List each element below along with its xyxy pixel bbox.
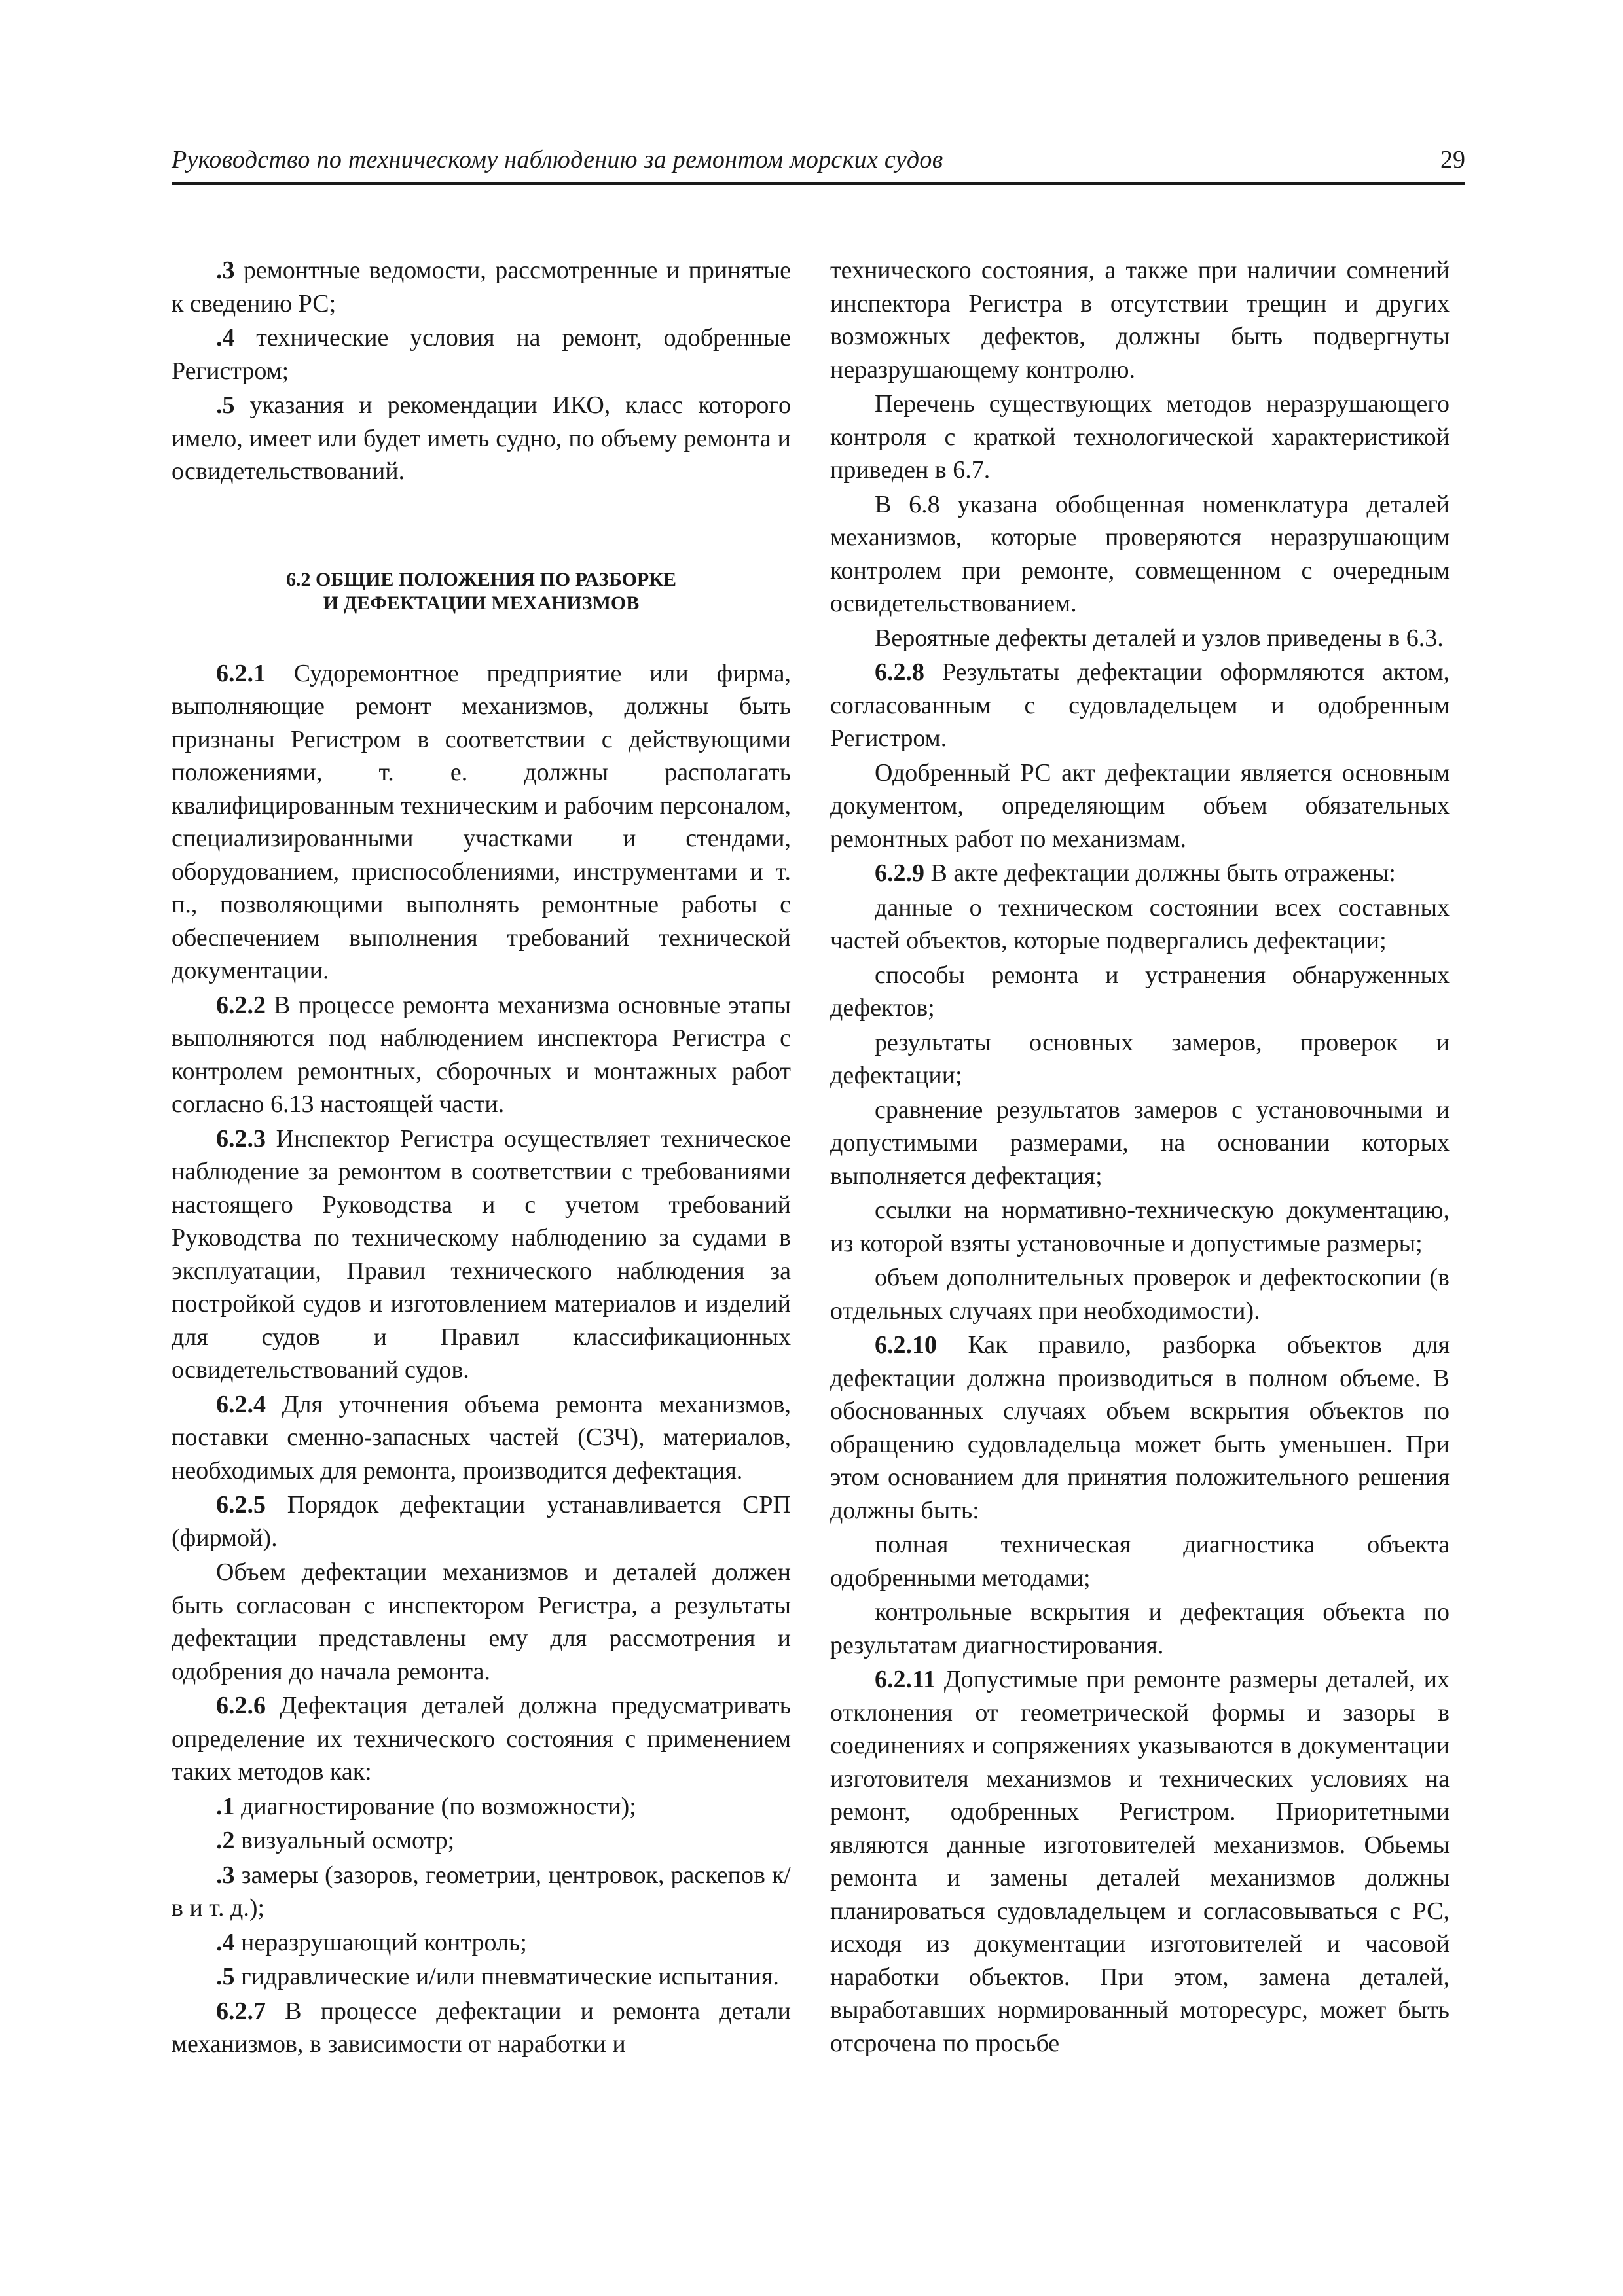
page-number: 29 (1440, 146, 1465, 173)
clause-number: 6.2.4 (216, 1390, 266, 1418)
paragraph-text: Инспектор Регистра осуществляет техническое наблюдение за ремонтом в соответствии с требованиями настоящего Руководства и с учетом требований Руководства по техническому наблюдению за судами в эксплуатации, Правил технического наблюдения за постройкой судов и изготовлением материалов и изделий для судов и Правил классификационных освидетельствований судов. (172, 1124, 791, 1384)
paragraph (172, 389, 791, 488)
paragraph (830, 1194, 1450, 1260)
paragraph (830, 1261, 1450, 1327)
running-header (172, 143, 1465, 185)
paragraph-text: полная техническая диагностика объекта одобренными методами; (830, 1531, 1450, 1592)
paragraph (172, 1960, 791, 1994)
paragraph-text: Дефектация деталей должна предусматривать определение их технического состояния с применением таких методов как: (172, 1692, 791, 1785)
clause-number: 6.2.3 (216, 1124, 266, 1153)
paragraph-text: В процессе дефектации и ремонта детали механизмов, в зависимости от наработки и (172, 1997, 791, 2058)
clause-number: 6.2.6 (216, 1692, 266, 1719)
clause-number: 6.2.11 (875, 1666, 936, 1693)
paragraph-text: Для уточнения объема ремонта механизмов, поставки сменно-запасных частей (СЗЧ), материалов, необходимых для ремонта, производится дефектация. (172, 1390, 791, 1484)
paragraph (172, 1824, 791, 1857)
paragraph (172, 1926, 791, 1960)
paragraph-text: диагностирование (по возможности); (234, 1792, 636, 1820)
paragraph-text: визуальный осмотр; (234, 1827, 455, 1854)
paragraph-text: Допустимые при ремонте размеры деталей, их отклонения от геометрической формы и зазоры в соединениях и сопряжениях указываются в документации изготовителя механизмов и технических условиях на ремонт, одобренных Регистром. Приоритетными являются данные изготовителей механизмов. Обьемы ремонта и замены деталей механизмов должны планироваться судовладельцем и согласовываться с РС, исходя из документации изготовителей и часовой наработки объектов. При этом, замена деталей, выработавших нормированный моторесурс, может быть отсрочена по просьбе (830, 1666, 1450, 2057)
paragraph-text: Объем дефектации механизмов и деталей должен быть согласован с инспектором Регистра, а результаты дефектации представлены ему для рассмотрения и одобрения до начала ремонта. (172, 1558, 791, 1685)
paragraph-text: Судоремонтное предприятие или фирма, выполняющие ремонт механизмов, должны быть признаны Регистром в соответствии с действующими положениями, т. е. должны располагать квалифицированным техническим и рабочим персоналом, специализированными участками и стендами, оборудованием, приспособлениями, инструментами и т. п., позволяющими выполнять ремонтные работы с обеспечением выполнения требований технической документации. (172, 659, 791, 984)
item-number: .4 (216, 324, 235, 351)
paragraph-text: контрольные вскрытия и дефектация объекта по результатам диагностирования. (830, 1598, 1450, 1659)
paragraph (172, 1556, 791, 1688)
item-number: .3 (216, 257, 235, 284)
section-heading-line: И ДЕФЕКТАЦИИ МЕХАНИЗМОВ (323, 592, 640, 614)
paragraph-text: Как правило, разборка объектов для дефектации должна производиться в полном объеме. В обоснованных случаях объем вскрытия объектов по обращению судовладельца может быть уменьшен. При этом основанием для принятия положительного решения должны быть: (830, 1331, 1450, 1524)
item-number: .2 (216, 1827, 235, 1854)
paragraph (830, 1094, 1450, 1193)
paragraph (172, 657, 791, 988)
paragraph-text: Порядок дефектации устанавливается СРП (фирмой). (172, 1491, 791, 1552)
item-number: .3 (216, 1861, 235, 1889)
paragraph-text: Результаты дефектации оформляются актом, согласованным с судовладельцем и одобренным Регистром. (830, 658, 1450, 752)
paragraph-text: В 6.8 указана обобщенная номенклатура деталей механизмов, которые проверяются неразрушающим контролем при ремонте, совмещенном с очередным освидетельствованием. (830, 490, 1450, 617)
paragraph (172, 321, 791, 387)
paragraph-text: замеры (зазоров, геометрии, центровок, раскепов к/в и т. д.); (172, 1861, 791, 1922)
section-heading (172, 568, 791, 615)
paragraph-text: указания и рекомендации ИКО, класс которого имело, имеет или будет иметь судно, по объему ремонта и освидетельствований. (172, 391, 791, 485)
clause-number: 6.2.5 (216, 1491, 266, 1518)
paragraph-text: данные о техническом состоянии всех составных частей объектов, которые подвергались дефектации; (830, 893, 1450, 954)
left-column (172, 254, 791, 2062)
paragraph (172, 989, 791, 1121)
clause-number: 6.2.7 (216, 1997, 266, 2025)
paragraph-text: Одобренный РС акт дефектации является основным документом, определяющим объем обязательных ремонтных работ по механизмам. (830, 759, 1450, 853)
paragraph (830, 1596, 1450, 1662)
paragraph (830, 891, 1450, 958)
paragraph-text: гидравлические и/или пневматические испытания. (234, 1963, 779, 1990)
item-number: .5 (216, 1963, 235, 1990)
paragraph (172, 1388, 791, 1488)
item-number: .5 (216, 391, 235, 419)
paragraph (830, 857, 1450, 890)
paragraph (830, 1329, 1450, 1527)
paragraph-text: технические условия на ремонт, одобренные Регистром; (172, 324, 791, 385)
paragraph-text: результаты основных замеров, проверок и дефектации; (830, 1028, 1450, 1089)
clause-number: 6.2.9 (875, 859, 924, 887)
paragraph (830, 387, 1450, 487)
paragraph (830, 1663, 1450, 2060)
paragraph (172, 1122, 791, 1387)
paragraph (172, 1689, 791, 1789)
paragraph-text: способы ремонта и устранения обнаруженных дефектов; (830, 961, 1450, 1022)
paragraph-text: объем дополнительных проверок и дефектоскопии (в отдельных случаях при необходимости). (830, 1264, 1450, 1325)
paragraph (830, 1026, 1450, 1092)
paragraph-text: ремонтные ведомости, рассмотренные и принятые к сведению РС; (172, 257, 791, 317)
paragraph-text: сравнение результатов замеров с установочными и допустимыми размерами, на основании которых выполняется дефектация; (830, 1096, 1450, 1190)
section-heading-line: 6.2 ОБЩИЕ ПОЛОЖЕНИЯ ПО РАЗБОРКЕ (285, 568, 677, 590)
item-number: .1 (216, 1792, 235, 1820)
paragraph (172, 1995, 791, 2061)
running-title: Руководство по техническому наблюдению за ремонтом морских судов (172, 146, 943, 173)
right-column (830, 254, 1450, 2061)
paragraph-text: В акте дефектации должны быть отражены: (924, 859, 1396, 887)
clause-number: 6.2.1 (216, 659, 266, 687)
paragraph (172, 1488, 791, 1554)
paragraph-text: технического состояния, а также при наличии сомнений инспектора Регистра в отсутствии трещин и других возможных дефектов, должны быть подвергнуты неразрушающему контролю. (830, 257, 1450, 384)
paragraph (172, 254, 791, 320)
clause-number: 6.2.8 (875, 658, 924, 686)
paragraph (830, 959, 1450, 1025)
paragraph (172, 1790, 791, 1823)
clause-number: 6.2.2 (216, 991, 266, 1019)
paragraph (830, 1528, 1450, 1594)
paragraph (830, 488, 1450, 620)
paragraph (830, 622, 1450, 655)
clause-number: 6.2.10 (875, 1331, 937, 1359)
paragraph-text: В процессе ремонта механизма основные этапы выполняются под наблюдением инспектора Регистра с контролем ремонтных, сборочных и монтажных работ согласно 6.13 настоящей части. (172, 991, 791, 1118)
paragraph (830, 757, 1450, 856)
paragraph-text: неразрушающий контроль; (234, 1928, 527, 1956)
paragraph-text: ссылки на нормативно-техническую документацию, из которой взяты установочные и допустимые размеры; (830, 1196, 1450, 1257)
paragraph (830, 656, 1450, 755)
paragraph-text: Вероятные дефекты деталей и узлов приведены в 6.3. (875, 624, 1444, 652)
paragraph-text: Перечень существующих методов неразрушающего контроля с краткой технологической характеристикой приведен в 6.7. (830, 390, 1450, 484)
item-number: .4 (216, 1928, 235, 1956)
paragraph (172, 1859, 791, 1925)
paragraph (830, 254, 1450, 386)
